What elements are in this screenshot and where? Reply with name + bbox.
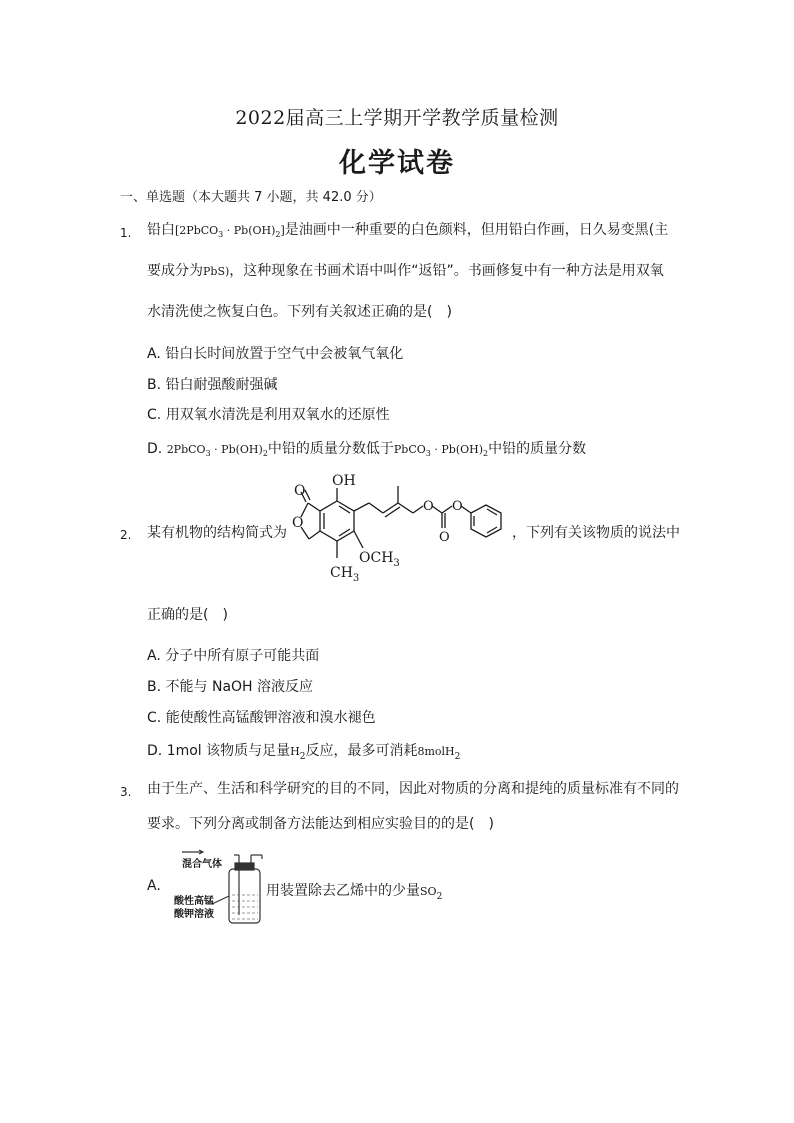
- question-1-line-3: 水清洗使之恢复白色。下列有关叙述正确的是( ): [147, 304, 452, 320]
- gas-washing-bottle-diagram: [170, 849, 270, 925]
- option-c[interactable]: C. 能使酸性高锰酸钾溶液和溴水褪色: [147, 710, 376, 726]
- option-b[interactable]: B. 铅白耐强酸耐强碱: [147, 377, 278, 393]
- methyl-label: $CH_3$: [330, 565, 360, 584]
- ester-o-label-3: O: [452, 499, 463, 514]
- question-3-line-1: 由于生产、生活和科学研究的目的不同，因此对物质的分离和提纯的质量标准有不同的: [147, 781, 679, 797]
- solution-label-1: 酸性高锰: [174, 896, 214, 907]
- option-c[interactable]: C. 用双氧水清洗是利用双氧水的还原性: [147, 407, 390, 423]
- bottle-outline: [229, 869, 260, 923]
- structural-formula-diagram: [285, 470, 515, 592]
- question-2-line-2: 正确的是( ): [147, 607, 228, 623]
- question-2-line-1-post: ，下列有关该物质的说法中: [512, 525, 680, 541]
- option-a[interactable]: A. 铅白长时间放置于空气中会被氧气氧化: [147, 346, 404, 362]
- methoxy-label: $OCH_3$: [359, 550, 400, 569]
- question-3-line-2: 要求。下列分离或制备方法能达到相应实验目的的是( ): [147, 816, 494, 832]
- exam-title: 2022届高三上学期开学教学质量检测: [235, 107, 559, 129]
- question-number: 3.: [120, 785, 132, 799]
- answer-paren: ( ): [427, 304, 452, 320]
- hydroxyl-label: OH: [332, 473, 356, 489]
- option-d[interactable]: D. 1mol 该物质与足量$H_2$反应，最多可消耗8molH$_2$: [147, 743, 461, 762]
- option-b[interactable]: B. 不能与 NaOH 溶液反应: [147, 679, 314, 695]
- subject-title: 化学试卷: [339, 148, 455, 179]
- ring-o-label: O: [292, 515, 304, 531]
- gas-label: 混合气体: [182, 859, 222, 870]
- answer-paren: ( ): [469, 816, 494, 832]
- question-number: 2.: [120, 528, 132, 542]
- formula-lead-white: [2PbCO$_3$ · $Pb(OH)_2$]: [175, 224, 285, 239]
- question-1-line-1: 铅白[2PbCO$_3$ · $Pb(OH)_2$]是油画中一种重要的白色颜料，但用铅白作画，日久易变黑(主: [147, 222, 669, 239]
- ester-o-label-1: O: [423, 499, 434, 514]
- option-d[interactable]: D. 2PbCO$_3$ · $Pb(OH)_2$中铅的质量分数低于PbCO$_3$ · $Pb(OH)_2$中铅的质量分数: [147, 441, 587, 458]
- solution-label-2: 酸钾溶液: [174, 909, 214, 920]
- question-2-line-1-pre: 某有机物的结构简式为: [147, 525, 287, 541]
- section-heading: 一、单选题（本大题共 7 小题，共 42.0 分）: [120, 190, 382, 205]
- phenyl-ring: [471, 505, 501, 537]
- bottle-stopper: [235, 863, 254, 870]
- question-1-line-2: 要成分为PbS)，这种现象在书画术语中叫作“返铅”。书画修复中有一种方法是用双氧: [147, 263, 664, 279]
- ester-o-label-2: O: [439, 530, 450, 545]
- answer-paren: ( ): [203, 607, 228, 623]
- carbonyl-o-label: O: [294, 483, 306, 499]
- option-a[interactable]: A. 分子中所有原子可能共面: [147, 648, 320, 664]
- option-a-text[interactable]: 用装置除去乙烯中的少量$SO_2$: [266, 883, 443, 902]
- option-a-label[interactable]: A.: [147, 878, 161, 894]
- benzene-ring: [320, 501, 354, 541]
- question-number: 1.: [120, 226, 132, 240]
